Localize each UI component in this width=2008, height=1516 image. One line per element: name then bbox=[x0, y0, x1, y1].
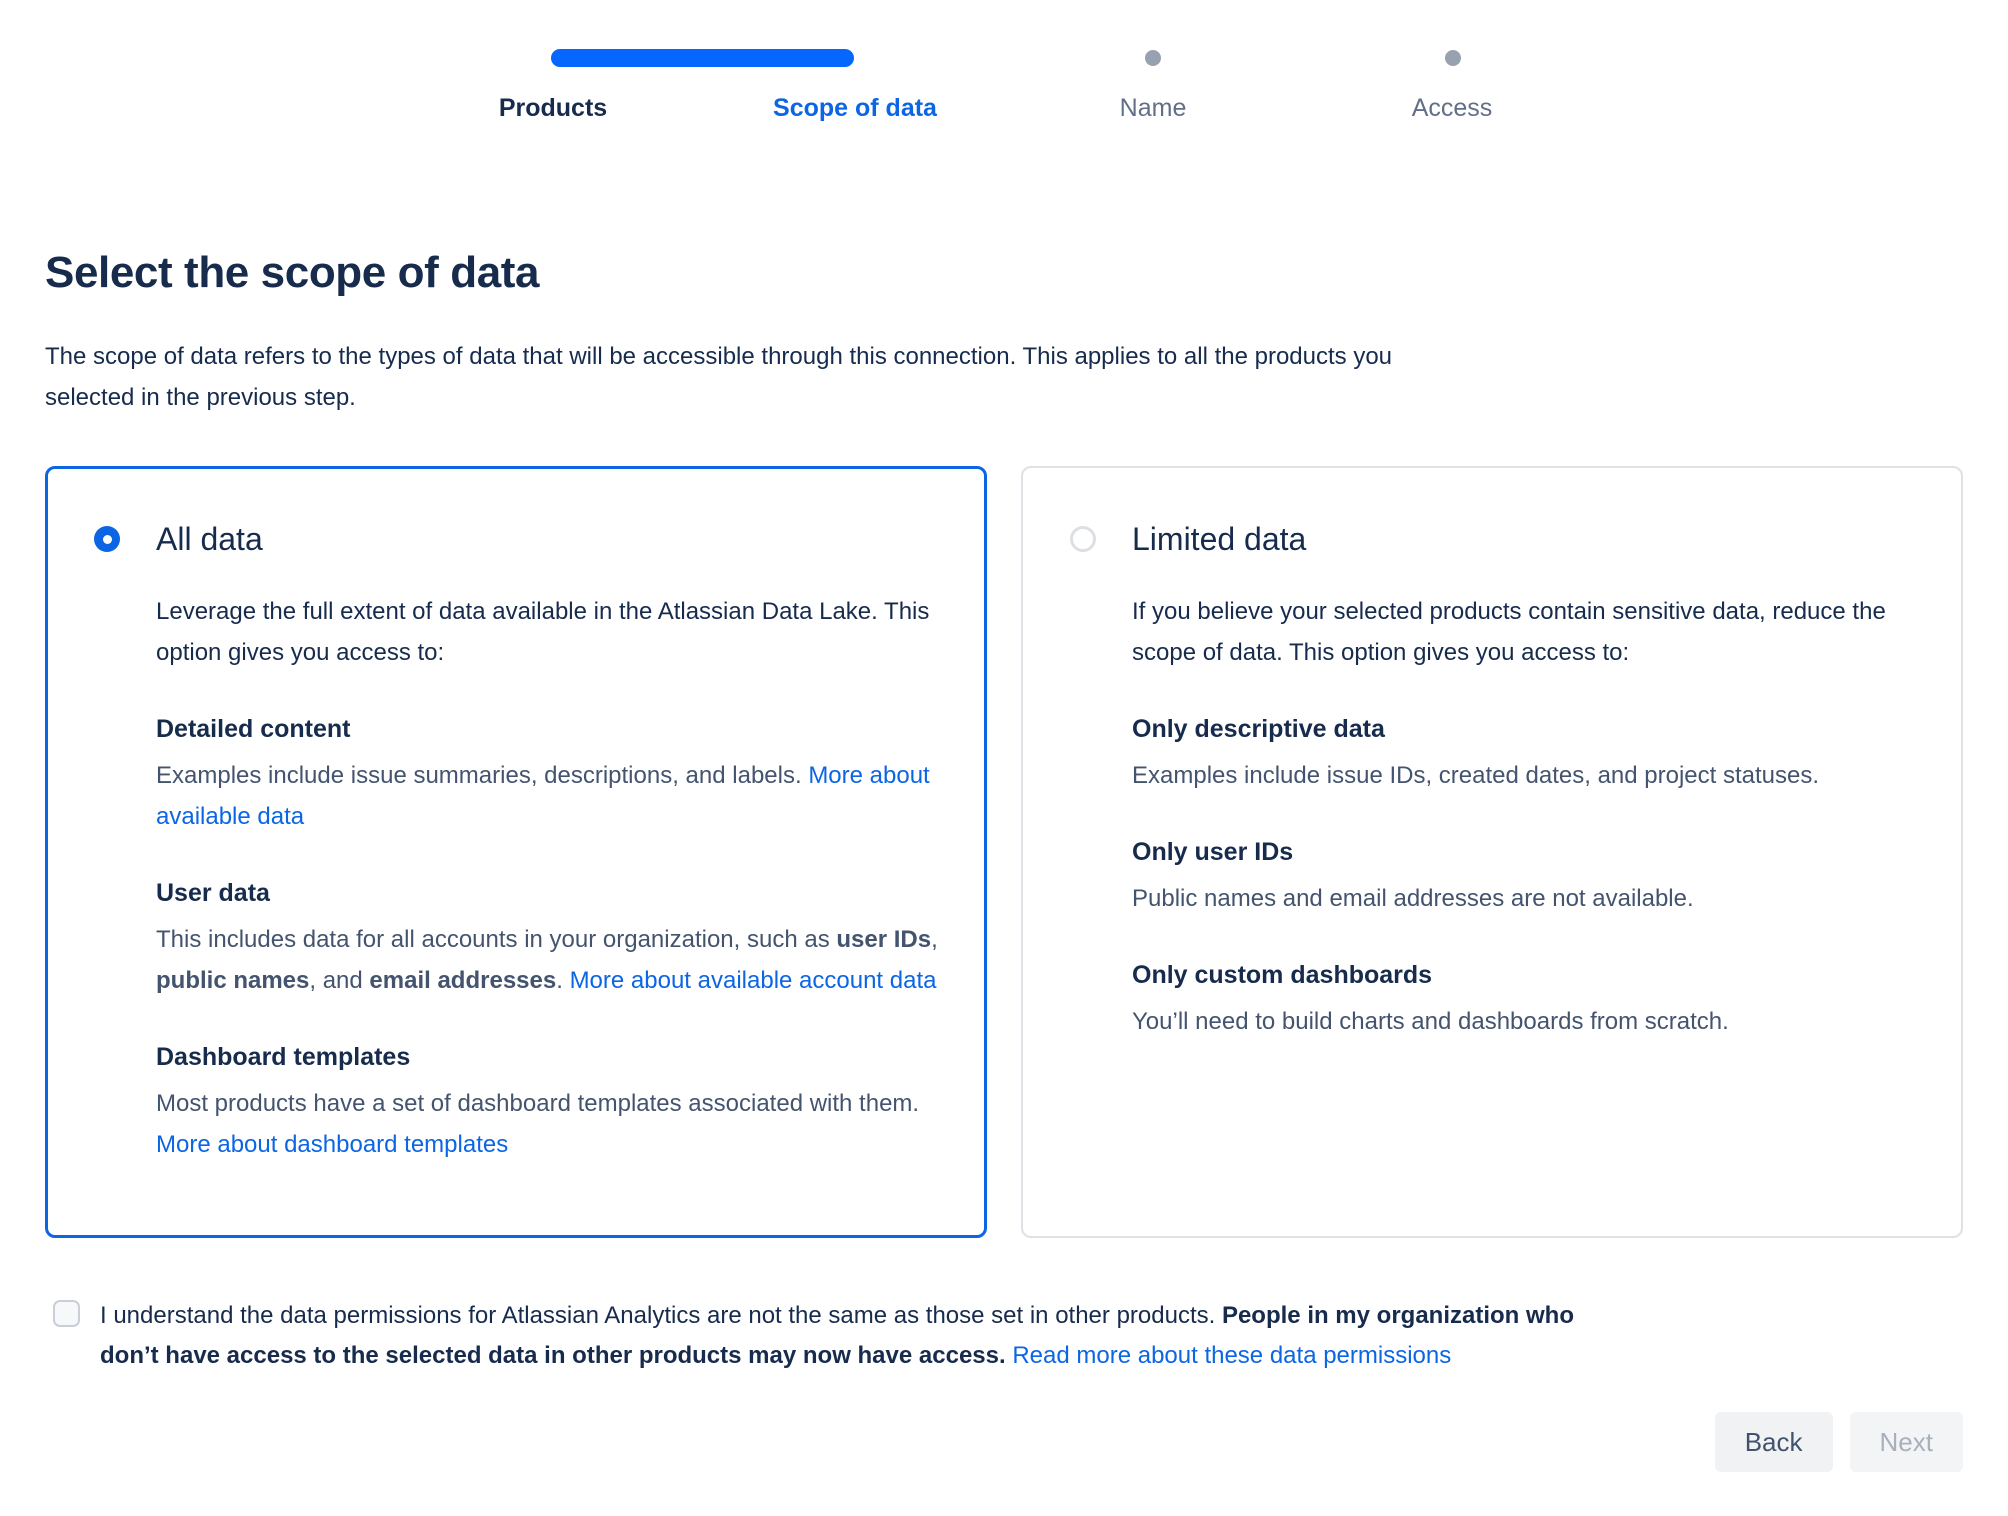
only-descriptive-heading: Only descriptive data bbox=[1132, 715, 1385, 743]
consent-text-bold-1: People in my organization who bbox=[1221, 1302, 1574, 1329]
only-custom-dashboards-heading: Only custom dashboards bbox=[1132, 961, 1433, 989]
wizard-stepper bbox=[0, 0, 2008, 130]
dashboard-templates-description bbox=[156, 1083, 944, 1165]
more-about-available-data-link[interactable]: More about available data bbox=[156, 762, 930, 830]
step-label-access: Access bbox=[1411, 94, 1493, 122]
all-data-radio[interactable] bbox=[94, 526, 120, 552]
detailed-content-description bbox=[156, 755, 944, 837]
only-user-ids-heading: Only user IDs bbox=[1132, 838, 1294, 866]
step-label-name: Name bbox=[1119, 94, 1187, 122]
read-more-permissions-link[interactable]: Read more about these data permissions bbox=[1012, 1342, 1452, 1369]
user-data-separator-1: , bbox=[931, 926, 938, 953]
user-data-bold-user-ids: user IDs bbox=[836, 926, 932, 953]
only-descriptive-section bbox=[1132, 713, 1920, 796]
limited-data-title: Limited data bbox=[1132, 521, 1307, 557]
user-data-description bbox=[156, 919, 944, 1001]
step-label-products: Products bbox=[498, 94, 608, 122]
only-user-ids-section bbox=[1132, 836, 1920, 919]
consent-text-bold-2: don’t have access to the selected data in other products may now have access. bbox=[100, 1342, 1006, 1369]
consent-checkbox[interactable] bbox=[53, 1300, 80, 1327]
dashboard-templates-section bbox=[156, 1041, 944, 1165]
page-title: Select the scope of data bbox=[45, 248, 540, 297]
dashboard-templates-text: Most products have a set of dashboard templates associated with them. bbox=[156, 1090, 920, 1117]
all-data-card[interactable] bbox=[45, 466, 987, 1238]
all-data-title: All data bbox=[156, 521, 263, 557]
all-data-intro: Leverage the full extent of data available in the Atlassian Data Lake. This option gives you access to: bbox=[156, 598, 930, 666]
consent-text-normal: I understand the data permissions for Atlassian Analytics are not the same as those set in other products. bbox=[100, 1302, 1222, 1329]
user-data-bold-email-addresses: email addresses bbox=[369, 967, 557, 994]
detailed-content-text: Examples include issue summaries, descriptions, and labels. bbox=[156, 762, 809, 789]
consent-row bbox=[0, 1296, 2008, 1376]
only-custom-dashboards-description: You’ll need to build charts and dashboards from scratch. bbox=[1132, 1008, 1729, 1035]
only-custom-dashboards-section bbox=[1132, 959, 1920, 1042]
step-dot-name bbox=[1145, 50, 1161, 66]
back-button[interactable]: Back bbox=[1715, 1412, 1833, 1472]
page-description: The scope of data refers to the types of data that will be accessible through this connection. This applies to all the products you selected in the previous step. bbox=[45, 343, 1393, 411]
only-user-ids-description: Public names and email addresses are not available. bbox=[1132, 885, 1694, 912]
consent-label bbox=[100, 1296, 1574, 1376]
only-descriptive-description: Examples include issue IDs, created dates, and project statuses. bbox=[1132, 762, 1820, 789]
footer-actions bbox=[0, 1412, 2008, 1472]
limited-data-intro: If you believe your selected products contain sensitive data, reduce the scope of data. This option gives you access to: bbox=[1132, 598, 1886, 666]
limited-data-card[interactable] bbox=[1021, 466, 1963, 1238]
main-content bbox=[0, 246, 2008, 1238]
more-about-account-data-link[interactable]: More about available account data bbox=[569, 967, 937, 994]
user-data-heading: User data bbox=[156, 879, 270, 907]
detailed-content-section bbox=[156, 713, 944, 837]
user-data-text-start: This includes data for all accounts in your organization, such as bbox=[156, 926, 837, 953]
user-data-separator-2: , and bbox=[309, 967, 370, 994]
progress-bar bbox=[551, 49, 854, 67]
user-data-text-end: . bbox=[556, 967, 570, 994]
user-data-bold-public-names: public names bbox=[156, 967, 310, 994]
more-about-dashboard-templates-link[interactable]: More about dashboard templates bbox=[156, 1131, 509, 1158]
scope-option-cards bbox=[45, 466, 1963, 1238]
step-dot-access bbox=[1445, 50, 1461, 66]
dashboard-templates-heading: Dashboard templates bbox=[156, 1043, 411, 1071]
step-label-scope-of-data: Scope of data bbox=[773, 94, 937, 122]
detailed-content-heading: Detailed content bbox=[156, 715, 351, 743]
user-data-section bbox=[156, 877, 944, 1001]
next-button[interactable]: Next bbox=[1850, 1412, 1963, 1472]
limited-data-radio[interactable] bbox=[1070, 526, 1096, 552]
